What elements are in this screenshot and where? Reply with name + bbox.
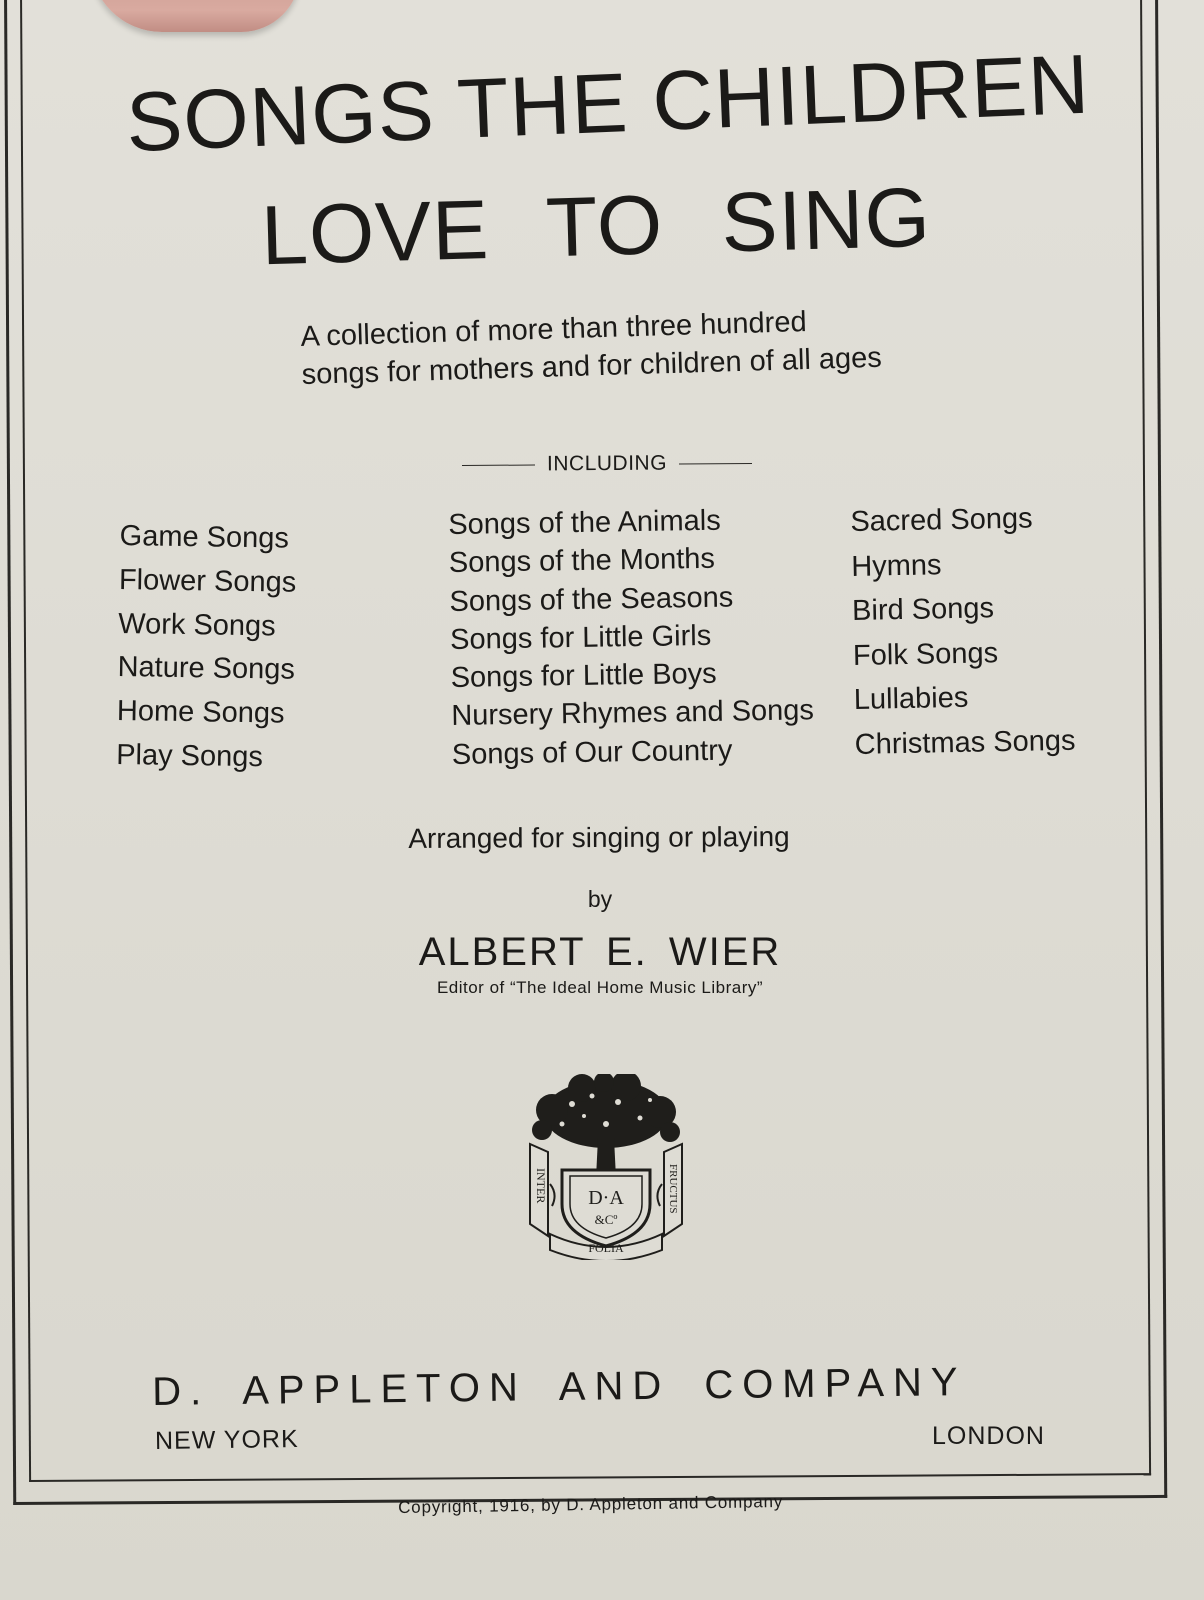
- category-item: Game Songs: [119, 519, 290, 555]
- category-item: Folk Songs: [852, 636, 999, 672]
- category-item: Nature Songs: [117, 651, 296, 687]
- city-london: LONDON: [932, 1422, 1045, 1450]
- editor-note: Editor of “The Ideal Home Music Library”: [436, 978, 764, 997]
- by-label: by: [587, 886, 613, 912]
- subtitle-line-2: songs for mothers and for children of all ages: [301, 341, 883, 391]
- category-item: Songs of the Animals: [448, 504, 721, 541]
- category-item: Work Songs: [118, 607, 276, 643]
- category-item: Songs for Little Boys: [450, 657, 717, 695]
- category-item: Lullabies: [853, 682, 969, 717]
- category-item: Hymns: [850, 548, 942, 583]
- category-column-1: [116, 515, 297, 781]
- book-title-line-2: LOVE TO SING: [259, 169, 933, 283]
- category-item: Sacred Songs: [850, 502, 1033, 538]
- category-item: Play Songs: [115, 738, 264, 774]
- arranged-note: Arranged for singing or playing: [408, 821, 790, 854]
- category-item: Nursery Rhymes and Songs: [451, 694, 815, 733]
- seal-motto-left: INTER: [534, 1168, 548, 1204]
- category-item: Bird Songs: [851, 592, 995, 628]
- divider-left: [462, 464, 535, 466]
- publisher-name: D. APPLETON AND COMPANY: [152, 1360, 967, 1414]
- book-title-line-1: SONGS THE CHILDREN: [124, 36, 1092, 170]
- category-item: Christmas Songs: [854, 724, 1076, 761]
- category-item: Songs for Little Girls: [449, 619, 712, 656]
- category-item: Flower Songs: [118, 563, 297, 599]
- category-column-2: [448, 500, 815, 774]
- category-item: Songs of the Seasons: [449, 581, 734, 618]
- publisher-seal-icon: [522, 1074, 690, 1260]
- category-item: Songs of the Months: [448, 543, 716, 580]
- seal-motto-bottom: FOLIA: [588, 1241, 624, 1255]
- including-heading: [462, 451, 752, 477]
- copyright-notice: Copyright, 1916, by D. Appleton and Company: [398, 1491, 784, 1517]
- seal-motto-right: FRUCTUS: [667, 1164, 679, 1214]
- divider-right: [679, 462, 752, 464]
- category-item: Songs of Our Country: [451, 734, 733, 771]
- including-label: INCLUDING: [546, 451, 668, 476]
- category-item: Home Songs: [116, 695, 285, 730]
- seal-monogram-bottom: &Cº: [594, 1212, 618, 1227]
- seal-monogram-top: D·A: [588, 1187, 624, 1209]
- author-name: ALBERT E. WIER: [418, 930, 782, 974]
- city-new-york: NEW YORK: [154, 1424, 299, 1456]
- category-column-3: [850, 496, 1076, 768]
- subtitle-line-1: A collection of more than three hundred: [300, 305, 808, 353]
